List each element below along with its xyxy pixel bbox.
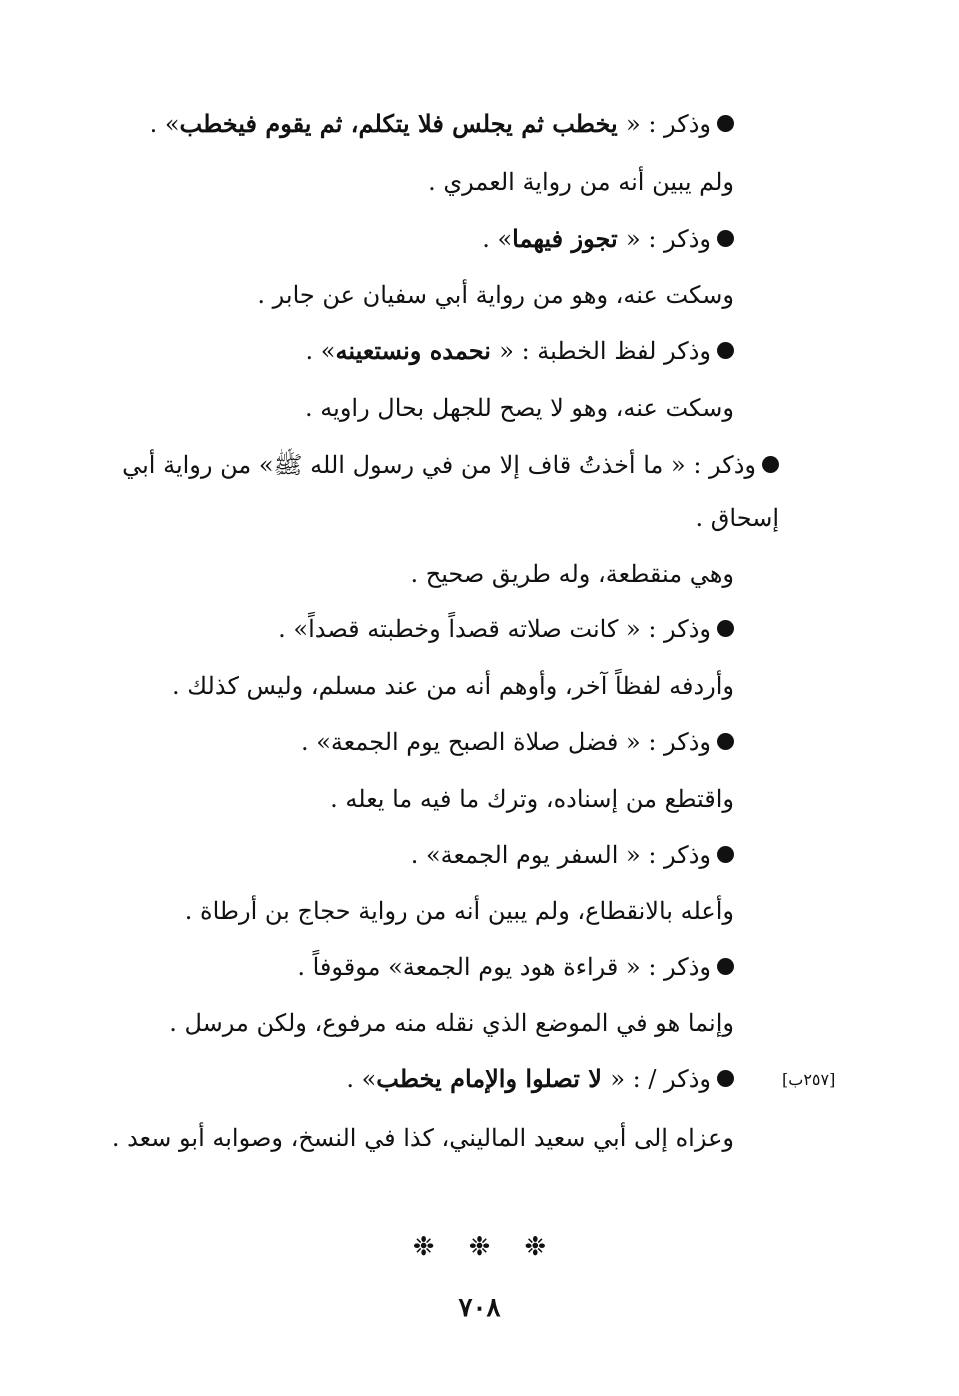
text-line-14: وذكر : « السفر يوم الجمعة» .: [54, 835, 734, 875]
text-line-15: وأعله بالانقطاع، ولم يبين أنه من رواية حجاج بن أرطاة .: [184, 897, 734, 925]
bullet-icon: [762, 456, 779, 473]
text-line-11: وأردفه لفظاً آخر، وأوهم أنه من عند مسلم، وليس كذلك .: [172, 672, 734, 700]
text-line-3: وذكر : « تجوز فيهما» .: [54, 219, 734, 259]
page-number: ٧٠٨: [458, 1293, 501, 1323]
text-line-12: وذكر : « فضل صلاة الصبح يوم الجمعة» .: [54, 722, 734, 762]
text-line-7: وذكر : « ما أخذتُ قاف إلا من في رسول الله ﷺ» من رواية أبي: [59, 445, 779, 485]
bullet-icon: [717, 1070, 734, 1087]
bullet-icon: [717, 230, 734, 247]
text-line-17: وإنما هو في الموضع الذي نقله منه مرفوع، ولكن مرسل .: [169, 1009, 734, 1037]
text-line-6: وسكت عنه، وهو لا يصح للجهل بحال راويه .: [305, 394, 734, 422]
text-line-1: وذكر : « يخطب ثم يجلس فلا يتكلم، ثم يقوم فيخطب» .: [54, 104, 734, 144]
text-line-8: إسحاق .: [695, 504, 779, 532]
margin-folio-note: [٢٥٧ب]: [782, 1070, 836, 1089]
text-line-5: وذكر لفظ الخطبة : « نحمده ونستعينه» .: [54, 331, 734, 371]
bullet-icon: [717, 115, 734, 132]
text-line-19: وعزاه إلى أبي سعيد الماليني، كذا في النسخ، وصوابه أبو سعد .: [111, 1124, 734, 1152]
text-line-13: واقتطع من إسناده، وترك ما فيه ما يعله .: [330, 785, 734, 813]
asterism-ornament-icon: ❉: [468, 1232, 491, 1262]
text-line-16: وذكر : « قراءة هود يوم الجمعة» موقوفاً .: [54, 947, 734, 987]
asterism-ornament-icon: ❉: [412, 1232, 435, 1262]
bullet-icon: [717, 846, 734, 863]
text-line-4: وسكت عنه، وهو من رواية أبي سفيان عن جابر .: [257, 281, 734, 309]
text-line-2: ولم يبين أنه من رواية العمري .: [428, 168, 734, 196]
asterism-ornament-icon: ❉: [524, 1232, 547, 1262]
bullet-icon: [717, 342, 734, 359]
text-line-9: وهي منقطعة، وله طريق صحيح .: [410, 560, 734, 588]
section-divider: [0, 1232, 959, 1262]
bullet-icon: [717, 958, 734, 975]
text-line-18: وذكر / : « لا تصلوا والإمام يخطب» .: [54, 1059, 734, 1099]
text-line-10: وذكر : « كانت صلاته قصداً وخطبته قصداً» .: [54, 609, 734, 649]
bullet-icon: [717, 733, 734, 750]
bullet-icon: [717, 620, 734, 637]
